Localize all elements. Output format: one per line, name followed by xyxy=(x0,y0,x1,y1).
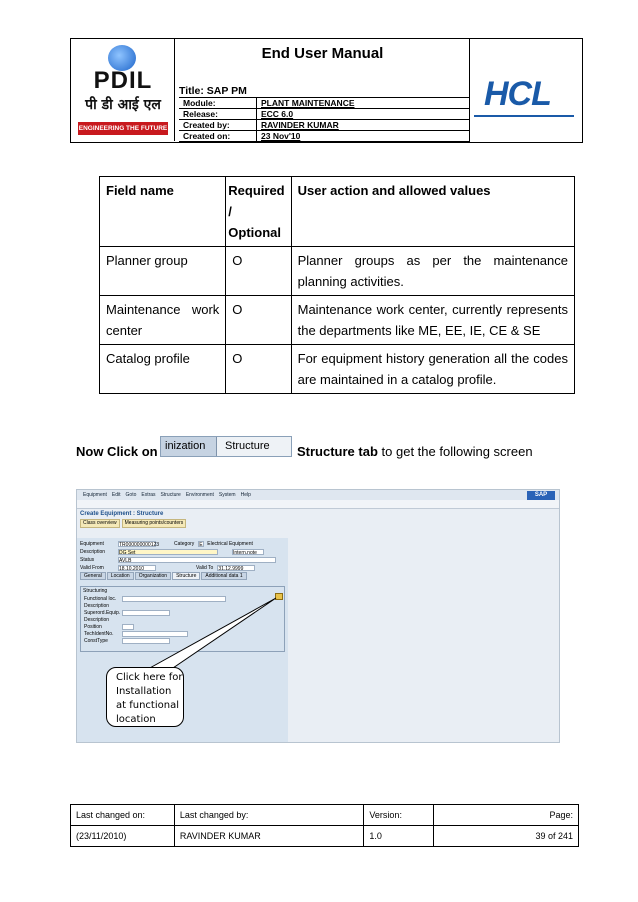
description-field[interactable]: DG Set xyxy=(118,549,218,555)
structure-tab[interactable]: Structure xyxy=(217,437,291,456)
sap-field-label: Position xyxy=(84,623,102,630)
document-title: End User Manual xyxy=(261,45,384,62)
callout-box: Click here for Installation at functional location xyxy=(106,667,184,727)
instruction-prefix: Now Click on xyxy=(76,444,158,459)
required-line: / xyxy=(228,204,232,219)
cell-action: Maintenance work center, currently represents the departments like ME, EE, IE, CE & SE xyxy=(291,296,574,345)
instruction-rest: to get the following screen xyxy=(381,444,533,459)
pdil-tagline: ENGINEERING THE FUTURE xyxy=(78,122,168,135)
footer-label: Last changed by: xyxy=(174,805,364,826)
tab-general[interactable]: General xyxy=(80,572,106,580)
valid-to-field[interactable]: 31.12.9999 xyxy=(217,565,255,571)
footer-label: Last changed on: xyxy=(71,805,175,826)
measuring-points-button[interactable]: Measuring points/counters xyxy=(122,519,187,528)
footer-label: Page: xyxy=(434,805,579,826)
sap-field-label: Superord.Equip. xyxy=(84,609,121,616)
class-overview-button[interactable]: Class overview xyxy=(80,519,120,528)
meta-key: Created on: xyxy=(179,131,257,141)
meta-value: ECC 6.0 xyxy=(261,109,294,119)
footer-value-row xyxy=(71,826,579,847)
sap-field-label: ConstType xyxy=(84,637,108,644)
sap-field-label: Equipment xyxy=(80,540,104,547)
meta-key: Created by: xyxy=(179,120,257,130)
instruction-bold: Structure tab xyxy=(297,444,378,459)
pdil-logo-text: PDIL xyxy=(93,67,153,94)
document-subtitle: Title: SAP PM xyxy=(179,85,247,97)
footer-table xyxy=(70,804,579,847)
sap-menu-item[interactable]: Goto xyxy=(125,492,137,498)
page-number: 39 of 241 xyxy=(434,826,579,847)
category-label: Category xyxy=(174,540,195,547)
organization-tab-fragment: inization xyxy=(161,437,217,456)
footer-value: RAVINDER KUMAR xyxy=(174,826,364,847)
col-header-action: User action and allowed values xyxy=(291,177,574,247)
cell-field: Catalog profile xyxy=(100,345,226,394)
sap-logo: SAP xyxy=(527,491,555,500)
pdil-logo-hindi: पी डी आई एल xyxy=(85,97,161,113)
internote-button[interactable]: Intern.note xyxy=(232,549,264,555)
status-field[interactable]: AVLB xyxy=(118,557,276,563)
meta-value: PLANT MAINTENANCE xyxy=(261,98,355,108)
sap-field-label: Description xyxy=(84,616,110,623)
sap-field-label: Valid From xyxy=(80,564,104,571)
sap-menu-item[interactable]: System xyxy=(218,492,236,498)
col-header-field: Field name xyxy=(100,177,226,247)
tab-structure[interactable]: Structure xyxy=(172,572,200,580)
footer-label-row xyxy=(71,805,579,826)
sap-menu-item[interactable]: Environment xyxy=(185,492,214,498)
category-field[interactable]: E xyxy=(199,541,203,548)
cell-action: For equipment history generation all the codes are maintained in a catalog profile. xyxy=(291,345,574,394)
sap-menu-item[interactable]: Extras xyxy=(141,492,156,498)
sap-menu-item[interactable]: Edit xyxy=(111,492,121,498)
cell-req: O xyxy=(226,345,291,394)
sap-field-label: Functional loc. xyxy=(84,595,117,602)
footer-label: Version: xyxy=(364,805,434,826)
equipment-field[interactable]: TR000000000123 xyxy=(119,541,160,548)
sap-field-label: TechIdentNo. xyxy=(84,630,114,637)
cell-field: Maintenance work center xyxy=(100,296,226,345)
required-line: Optional xyxy=(228,225,281,240)
footer-value: (23/11/2010) xyxy=(71,826,175,847)
tab-organization[interactable]: Organization xyxy=(135,572,171,580)
meta-value: 23 Nov'10 xyxy=(261,131,301,141)
sap-menu-item[interactable]: Equipment xyxy=(83,492,107,498)
footer-value: 1.0 xyxy=(364,826,434,847)
sap-menu-item[interactable]: Help xyxy=(240,492,251,498)
meta-key: Release: xyxy=(179,109,257,119)
cell-req: O xyxy=(226,247,291,296)
valid-from-field[interactable]: 18.10.2010 xyxy=(118,565,156,571)
cell-field: Planner group xyxy=(100,247,226,296)
category-text: Electrical Equipment xyxy=(207,540,253,547)
meta-value: RAVINDER KUMAR xyxy=(261,120,339,130)
tab-additional-data[interactable]: Additional data 1 xyxy=(201,572,246,580)
hcl-logo: HCL xyxy=(484,75,551,113)
sap-screen-title: Create Equipment : Structure xyxy=(80,511,164,517)
sap-field-label: Description xyxy=(84,602,110,609)
sap-field-label: Status xyxy=(80,556,95,563)
sap-menu-item[interactable]: Structure xyxy=(160,492,181,498)
valid-to-label: Valid To xyxy=(196,564,214,571)
required-line: Required xyxy=(228,183,285,198)
cell-action: Planner groups as per the maintenance planning activities. xyxy=(291,247,574,296)
sap-field-label: Description xyxy=(80,548,106,555)
meta-key: Module: xyxy=(179,98,257,108)
tab-location[interactable]: Location xyxy=(107,572,134,580)
cell-req: O xyxy=(226,296,291,345)
structuring-box-title: Structuring xyxy=(83,588,108,594)
